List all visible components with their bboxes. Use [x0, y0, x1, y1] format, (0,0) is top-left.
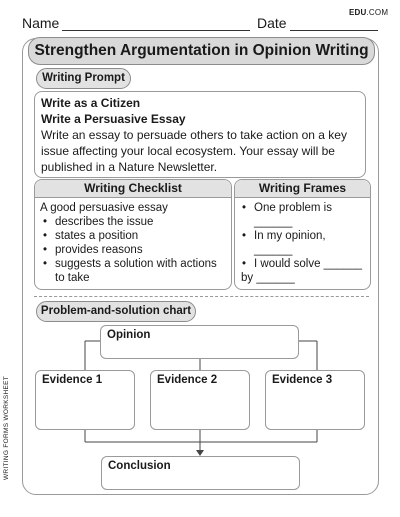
prompt-heading: Write as a Citizen [41, 96, 141, 110]
checklist-intro: A good persuasive essay [40, 202, 168, 214]
worksheet-title: Strengthen Argumentation in Opinion Writing [28, 37, 375, 65]
evidence-2-box[interactable]: Evidence 2 [150, 370, 250, 430]
opinion-box[interactable]: Opinion [100, 325, 299, 359]
checklist-item: • states a position [43, 230, 139, 242]
checklist-item: • describes the issue [43, 216, 154, 228]
frame-item: • I would solve ______ [242, 258, 363, 270]
chart-label: Problem-and-solution chart [36, 301, 196, 322]
prompt-body: Write an essay to persuade others to take action on a key issue affecting your local ecosystem. Your essay will be published in a Nature Newsletter. [41, 128, 347, 174]
checklist-item: • suggests a solution with actions to take [43, 258, 217, 284]
checklist-item: • provides reasons [43, 244, 143, 256]
writing-prompt-label: Writing Prompt [36, 68, 131, 89]
side-caption: WRITING FORMS WORKSHEET [3, 375, 10, 480]
brand-logo: EDU.COM [349, 8, 389, 17]
name-label: Name [22, 15, 60, 31]
date-label: Date [257, 15, 287, 31]
evidence-1-box[interactable]: Evidence 1 [35, 370, 135, 430]
writing-frames-header: Writing Frames [235, 180, 370, 198]
writing-checklist-header: Writing Checklist [35, 180, 231, 198]
frame-tail: by ______ [241, 272, 295, 284]
frame-item: • One problem is ______ [242, 202, 332, 228]
conclusion-box[interactable]: Conclusion [101, 456, 300, 490]
evidence-3-box[interactable]: Evidence 3 [265, 370, 365, 430]
frame-item: • In my opinion, ______ [242, 230, 326, 256]
prompt-subheading: Write a Persuasive Essay [41, 112, 186, 126]
